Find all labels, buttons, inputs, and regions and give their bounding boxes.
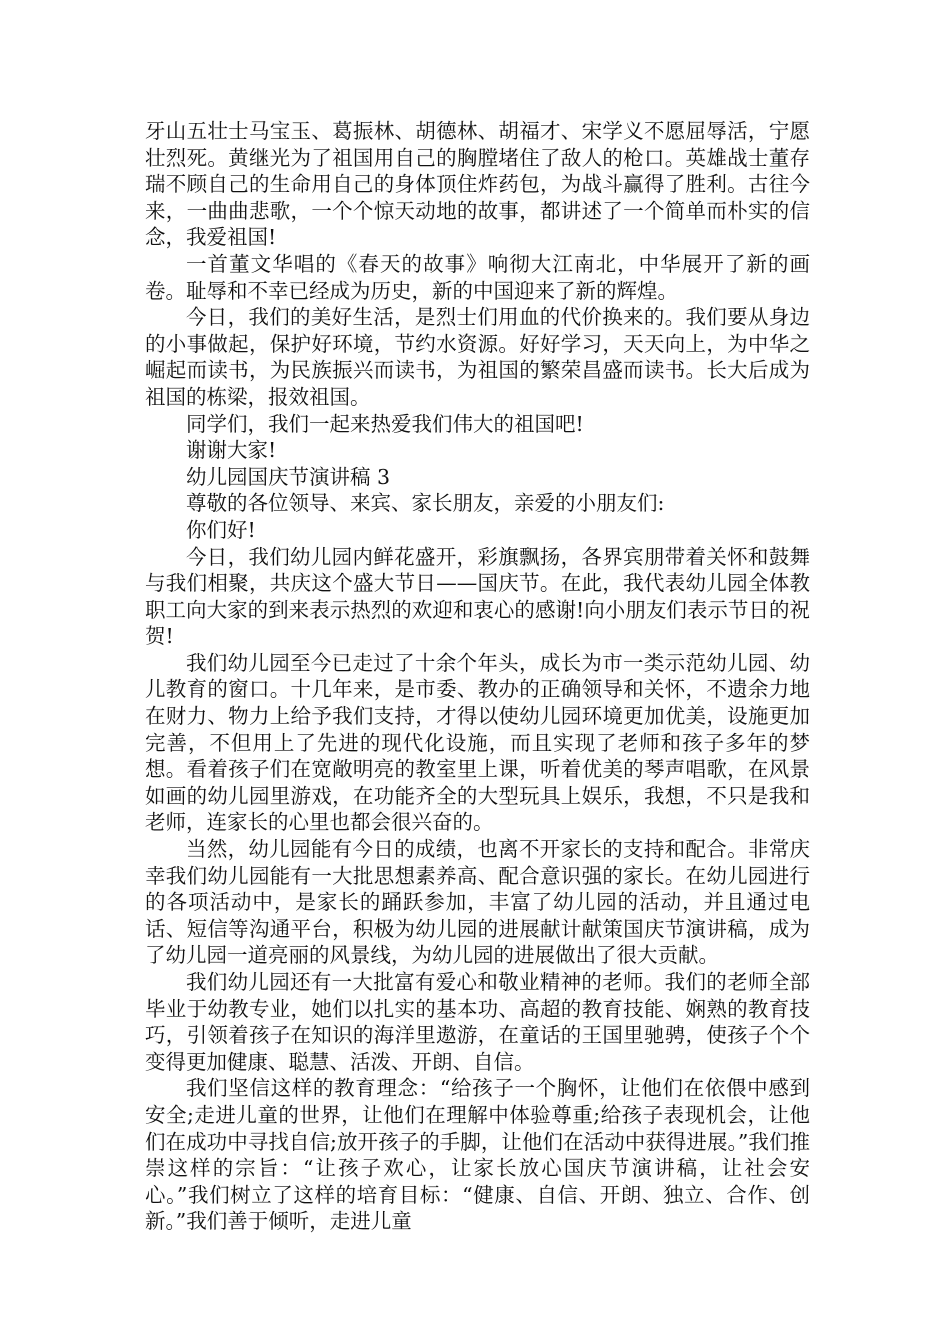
document-body — [145, 118, 810, 1235]
paragraph: 同学们，我们一起来热爱我们伟大的祖国吧! — [186, 411, 584, 436]
paragraph: 我们幼儿园至今已走过了十余个年头，成长为市一类示范幼儿园、幼儿教育的窗口。十几年来，是市委、教办的正确领导和关怀，不遗余力地在财力、物力上给予我们支持，才得以使幼儿园环境更加优美，设施更加完善，不但用上了先进的现代化设施，而且实现了老师和孩子多年的梦想。看着孩子们在宽敞明亮的教室里上课，听着优美的琴声唱歌，在风景如画的幼儿园里游戏，在功能齐全的大型玩具上娱乐，我想，不只是我和老师，连家长的心里也都会很兴奋的。 — [145, 650, 810, 835]
paragraph: 今日，我们的美好生活，是烈士们用血的代价换来的。我们要从身边的小事做起，保护好环境，节约水资源。好好学习，天天向上，为中华之崛起而读书，为民族振兴而读书，为祖国的繁荣昌盛而读书。长大后成为祖国的栋梁，报效祖国。 — [145, 305, 810, 409]
paragraph: 今日，我们幼儿园内鲜花盛开，彩旗飘扬，各界宾朋带着关怀和鼓舞与我们相聚，共庆这个盛大节日——国庆节。在此，我代表幼儿园全体教职工向大家的到来表示热烈的欢迎和衷心的感谢!向小朋友们表示节日的祝贺! — [145, 544, 810, 649]
paragraph: 谢谢大家! — [186, 438, 277, 463]
paragraph: 牙山五壮士马宝玉、葛振林、胡德林、胡福才、宋学义不愿屈辱活，宁愿壮烈死。黄继光为了祖国用自己的胸膛堵住了敌人的枪口。英雄战士董存瑞不顾自己的生命用自己的身体顶住炸药包，为战斗赢得了胜利。古往今来，一曲曲悲歌，一个个惊天动地的故事，都讲述了一个简单而朴实的信念，我爱祖国! — [145, 119, 810, 250]
paragraph: 当然，幼儿园能有今日的成绩，也离不开家长的支持和配合。非常庆幸我们幼儿园能有一大批思想素养高、配合意识强的家长。在幼儿园进行的各项活动中，是家长的踊跃参加，丰富了幼儿园的活动，并且通过电话、短信等沟通平台，积极为幼儿园的进展献计献策国庆节演讲稿，成为了幼儿园一道亮丽的风景线，为幼儿园的进展做出了很大贡献。 — [145, 837, 810, 968]
paragraph: 我们坚信这样的教育理念：“给孩子一个胸怀，让他们在依偎中感到安全;走进儿童的世界，让他们在理解中体验尊重;给孩子表现机会，让他们在成功中寻找自信;放开孩子的手脚，让他们在活动中获得进展。”我们推崇这样的宗旨：“让孩子欢心，让家长放心国庆节演讲稿，让社会安心。”我们树立了这样的培育目标：“健康、自信、开朗、独立、合作、创新。”我们善于倾听，走进儿童 — [145, 1076, 810, 1234]
paragraph: 一首董文华唱的《春天的故事》响彻大江南北，中华展开了新的画卷。耻辱和不幸已经成为历史，新的中国迎来了新的辉煌。 — [145, 251, 810, 303]
greeting: 你们好! — [186, 517, 256, 542]
paragraph: 我们幼儿园还有一大批富有爱心和敬业精神的老师。我们的老师全部毕业于幼教专业，她们以扎实的基本功、高超的教育技能、娴熟的教育技巧，引领着孩子在知识的海洋里遨游，在童话的王国里驰骋，使孩子个个变得更加健康、聪慧、活泼、开朗、自信。 — [145, 970, 810, 1074]
salutation: 尊敬的各位领导、来宾、家长朋友，亲爱的小朋友们: — [186, 491, 665, 516]
section-heading: 幼儿园国庆节演讲稿 3 — [186, 464, 391, 489]
